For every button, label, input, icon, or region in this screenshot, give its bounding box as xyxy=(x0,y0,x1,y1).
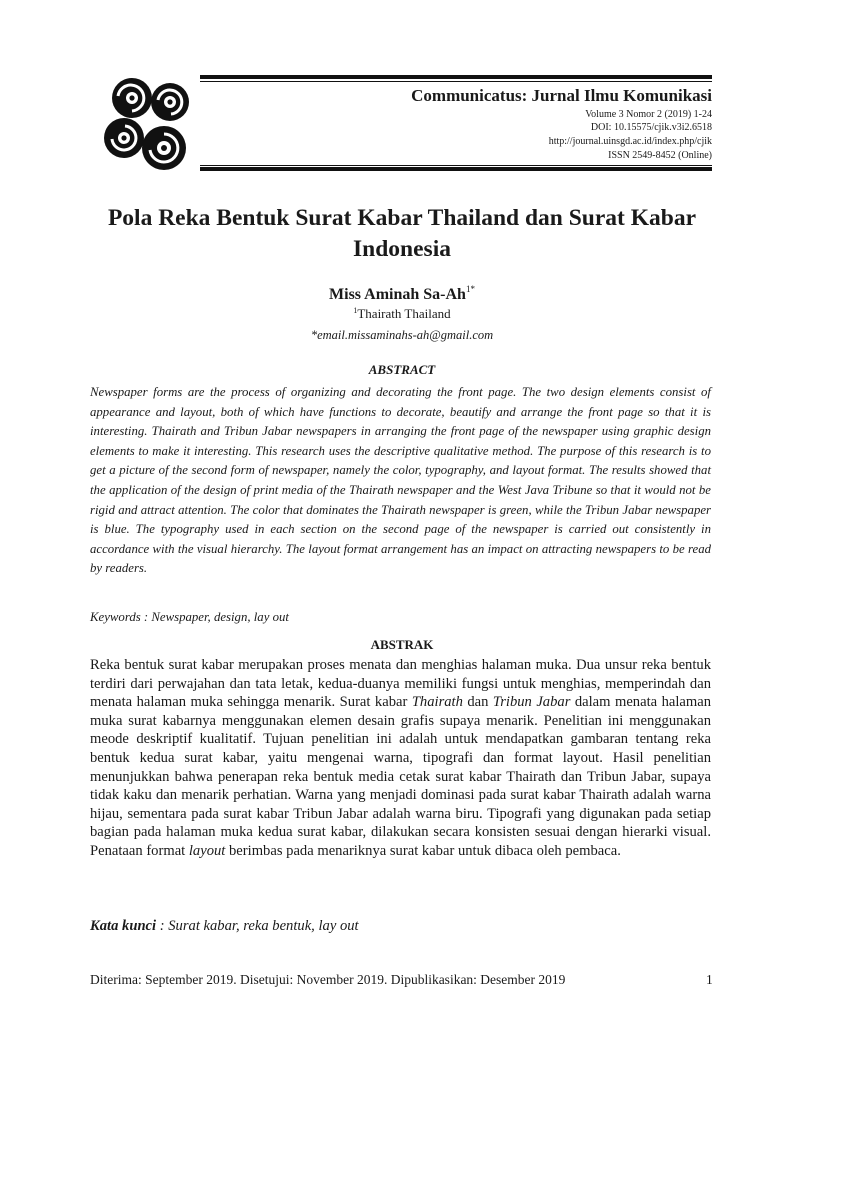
affiliation-superscript: 1 xyxy=(353,306,358,315)
keywords-en: Keywords : Newspaper, design, lay out xyxy=(90,610,289,624)
author-block xyxy=(90,284,714,304)
abstrak-text-part-3: dalam menata halaman muka surat kabarnya menggunakan elemen desain grafis supaya menarik. Penelitian ini menggunakan meode deskriptif kualitatif. Tujuan penelitian ini adalah untuk mendapatkan gambaran tentang reka bentuk kedua surat kabar, yaitu mengenai warna, tipografi dan format layout. Hasil penelitian menunjukkan bahwa penerapan reka bentuk media cetak surat kabar Thairath dan Tribun Jabar, supaya tidak kaku dan menarik perhatian. Warna yang menjadi dominasi pada surat kabar Thairath adalah warna hijau, sementara pada surat kabar Tribun Jabar adalah warna biru. Tipografi yang digunakan pada setiap bagian pada halaman muka kedua surat kabar, dilakukan secara konsisten sesuai dengan hierarki visual. Penataan format xyxy=(90,694,711,859)
publication-dates: Diterima: September 2019. Disetujui: November 2019. Dipublikasikan: Desember 2019 xyxy=(90,972,566,987)
author-affiliation-block xyxy=(90,306,714,322)
header-top-rule-thin xyxy=(200,81,712,82)
journal-issn: ISSN 2549-8452 (Online) xyxy=(608,150,712,161)
keywords-id-value: : Surat kabar, reka bentuk, lay out xyxy=(156,918,359,934)
article-title: Pola Reka Bentuk Surat Kabar Thailand dan Surat Kabar Indonesia xyxy=(107,205,697,262)
abstrak-text-part-1: Reka bentuk surat kabar merupakan proses menata dan menghias halaman muka. Dua unsur reka bentuk terdiri dari perwajahan dan tata letak, kedua-duanya memiliki fungsi untuk menghias, memperindah dan menata halaman muka sehingga menarik. Surat kabar xyxy=(90,657,711,711)
abstract-heading: ABSTRACT xyxy=(368,362,436,377)
page-number: 1 xyxy=(706,972,713,987)
author-superscript: 1* xyxy=(465,284,475,294)
author-email[interactable]: *email.missaminahs-ah@gmail.com xyxy=(310,328,494,342)
journal-volume: Volume 3 Nomor 2 (2019) 1-24 xyxy=(585,109,712,120)
header-bottom-rule-thick xyxy=(200,167,712,171)
abstrak-italic-layout: layout xyxy=(188,842,226,859)
journal-doi[interactable]: DOI: 10.15575/cjik.v3i2.6518 xyxy=(590,122,712,133)
abstrak-text xyxy=(90,656,711,861)
abstrak-italic-thairath: Thairath xyxy=(411,694,463,711)
header-bottom-rule-thin xyxy=(200,165,712,166)
journal-logo-icon xyxy=(98,76,200,178)
header-top-rule-thick xyxy=(200,75,712,79)
journal-title: Communicatus: Jurnal Ilmu Komunikasi xyxy=(411,86,712,105)
abstrak-heading: ABSTRAK xyxy=(370,637,434,652)
abstrak-text-part-2: dan xyxy=(462,694,493,711)
abstract-text: Newspaper forms are the process of organizing and decorating the front page. The two design elements consist of appearance and layout, both of which have functions to decorate, beautify and arrange the front page so that it is interesting. Thairath and Tribun Jabar newspapers in arranging the front page of the newspaper using graphic design elements to make it interesting. This research uses the descriptive qualitative method. The purpose of this research is to get a picture of the second form of newspaper, namely the color, typography, and layout format. The results showed that the application of the design of print media of the Thairath newspaper and the West Java Tribune so that it would not be rigid and attract attention. The color that dominates the Thairath newspaper is green, while the Tribun Jabar newspaper is blue. The typography used in each section on the second page of the newspaper is carried out consistently in accordance with the visual hierarchy. The layout format arrangement has an impact on attracting newspapers to be read by readers. xyxy=(90,385,711,576)
abstrak-text-part-4: berimbas pada menariknya surat kabar untuk dibaca oleh pembaca. xyxy=(225,842,621,859)
author-affiliation: Thairath Thailand xyxy=(357,306,451,321)
journal-url[interactable]: http://journal.uinsgd.ac.id/index.php/cjik xyxy=(548,136,712,147)
keywords-id xyxy=(90,918,359,935)
keywords-id-label: Kata kunci xyxy=(90,918,157,934)
author-name: Miss Aminah Sa-Ah xyxy=(329,286,466,303)
abstrak-italic-tribun: Tribun Jabar xyxy=(492,694,571,711)
